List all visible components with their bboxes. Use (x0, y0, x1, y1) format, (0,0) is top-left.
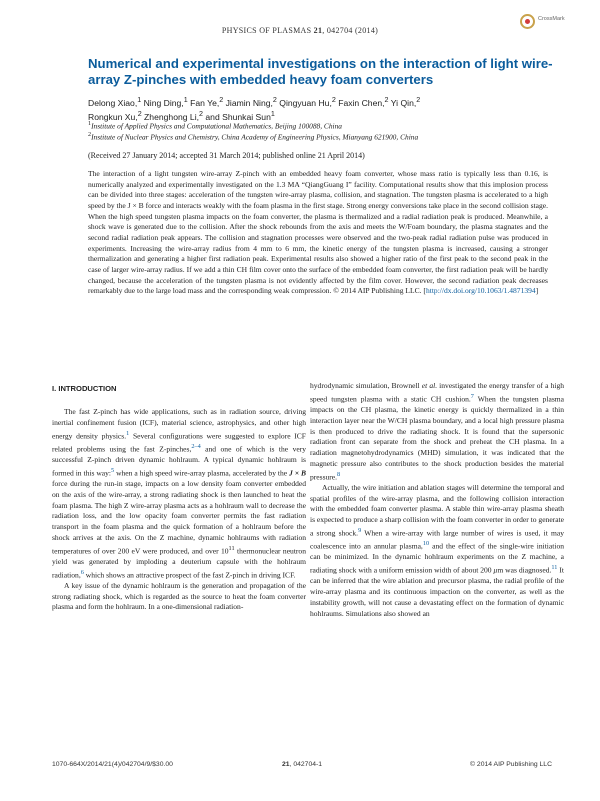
journal-running-header (0, 26, 600, 35)
author: Qingyuan Hu,$^2$ (276, 96, 336, 108)
received-dates: (Received 27 January 2014; accepted 31 March 2014; published online 21 April 2014) (88, 151, 365, 160)
citation-link[interactable]: 10 (422, 540, 430, 548)
citation-link[interactable]: 7 (470, 392, 474, 400)
crossmark-badge[interactable] (520, 13, 582, 33)
copyright-notice: © 2014 AIP Publishing LLC. [ (331, 286, 426, 296)
author: Ning Ding,$^1$ (141, 96, 188, 108)
jxb-term: J × B (289, 468, 306, 478)
paragraph: Actually, the wire initiation and ablation stages will determine the temporal and spatial profiles of the wire-array plasma, and the following collision interaction with the embedded foam converter plasma. A stable thin wire-array plasma sheath is expected to produce a sharp collision with the foam converter in order to generate a strong shock.$^9$ When a wire-array with large number of wires is used, it may coalescence into an annular plasma,$^{10}$ and the effect of the single-wire initiation can be minimized. In the dynamic hohlraum experiments on the Z machine, a radiating shock with a uniform emission width of about 200 μm was diagnosed.$^{11}$ It can be inferred that the wire ablation and precursor plasma, the radial profile of the wire-array plasma and its continuous impaction on the converter, as well as the instability growth, will not cause a devastating effect on the formation of dynamic hohlraums. Simulations also showed an (310, 482, 565, 618)
footer-page: 21, 042704-1 (282, 761, 323, 768)
paragraph: A key issue of the dynamic hohlraum is the generation and propagation of the strong radiating shock, which is regarded as the source to heat the foam converter plasma and form the hohlraum. In a one-dimensional radiation- (52, 580, 306, 612)
crossmark-icon (520, 14, 535, 29)
doi-close: ] (535, 286, 539, 296)
author: Faxin Chen,$^2$ (335, 96, 389, 108)
journal-volume: 21 (313, 26, 323, 35)
exponent: 11 (228, 544, 235, 552)
citation-link[interactable]: 8 (337, 470, 341, 478)
author: Yi Qin,$^2$ (388, 96, 421, 108)
abstract-text: The interaction of a light tungsten wire-array Z-pinch with an embedded heavy foam converter, whose mass ratio is typically less than 0.16, is numerically analyzed and experimentally investigated on the 1.3 MA “QiangGuang I” facility. Computational results show that this implosion process can be divided into three stages: acceleration of the tungsten wire-array plasma, collision, and stagnation. The tungsten plasma is accelerated to a high speed by the J × B force and interacts weakly with the foam plasma in the first stage. Strong energy conversions take place in the second collision stage. When the high speed tungsten plasma impacts on the foam converter, the plasma is thermalized and a radial radiation peak is produced. Meanwhile, a shock wave is generated due to the collision. After the shock rebounds from the axis and meets the W/Foam boundary, the plasma stagnates and the second radial radiation peak appears. The collision and stagnation processes were observed and the two-peak radial radiation pulse was produced in experiments. Increasing the wire-array radius from 4 mm to 6 mm, the kinetic energy of the tungsten plasma is increased, causing a stronger thermalization and generating a higher first radiation peak. Experimental results also showed a higher ratio of the first peak to the second peak in the case of larger wire-array radius. If we add a thin CH film cover onto the surface of the embedded foam converter, the first radiation peak will be hardly changed, because the acceleration of the tungsten plasma is not evidently affected by the film cover. However, the second radiation peak decreases remarkably due to the large load mass and the corresponding weak compression. (88, 169, 548, 296)
paragraph: hydrodynamic simulation, Brownell et al. investigated the energy transfer of a high speed tungsten plasma with a static CH cushion.$^7$ When the tungsten plasma impacts on the CH plasma, the kinetic energy is quickly thermalized in a thin interaction layer near the W/CH plasma boundary, and a local high pressure plasma is then produced to drive the radiating shock. It is found that the supersonic radiation front can separate from the shock and preheat the CH plasma. In a radiation magnetohydrodynamics (MHD) simulation, it was indicated that the magnetic pressure also contributes to the shock production besides the material pressure.$^8$ (310, 381, 565, 482)
footer-issn: 1070-664X/2014/21(4)/042704/9/$30.00 (52, 761, 173, 768)
affiliation-2: $^2$Institute of Nuclear Physics and Chemistry, China Academy of Engineering Physics, Mianyang 621900, China (88, 132, 419, 142)
author: Delong Xiao,$^1$ (88, 96, 142, 108)
citation-link[interactable]: 11 (551, 564, 558, 572)
left-column (52, 407, 306, 613)
right-column (310, 381, 564, 619)
author: Zhenghong Li,$^2$ (141, 110, 203, 123)
article-title: Numerical and experimental investigations on the interaction of light wire-array Z-pinches with embedded heavy foam converters (88, 56, 553, 87)
doi-link[interactable]: http://dx.doi.org/10.1063/1.4871394 (425, 286, 536, 296)
affiliation-1: $^1$Institute of Applied Physics and Computational Mathematics, Beijing 100088, China (88, 121, 342, 131)
citation-link[interactable]: 1 (126, 429, 130, 437)
author: Jiamin Ning,$^2$ (223, 96, 277, 108)
author: and Shunkai Sun$^1$ (203, 110, 275, 123)
journal-citation: , 042704 (2014) (322, 26, 379, 35)
author: Rongkun Xu,$^2$ (88, 110, 142, 123)
affiliations (88, 120, 568, 142)
citation-link[interactable]: 9 (358, 526, 362, 534)
section-heading: I. INTRODUCTION (52, 384, 117, 393)
abstract (88, 169, 548, 297)
footer-copyright: © 2014 AIP Publishing LLC (470, 761, 552, 768)
paragraph: The fast Z-pinch has wide applications, such as in radiation source, driving inertial confinement fusion (ICF), material science, astrophysics, and other high energy density physics.$^1$ Several configurations were suggested to explore ICF related problems using the fast Z-pinches,$^{2-4}$ and one of which is the very successful Z-pinch driven dynamic hohlraum. A typical dynamic hohlraum is formed in this way:$^5$ when a high speed wire-array plasma, accelerated by the J × B force during the run-in stage, impacts on a low density foam converter embedded on the axis of the wire-array, a strong radiating shock is then launched to heat the foam plasma. The high Z wire-array plasma acts as a hohlraum wall to decrease the radiation loss, and the low opacity foam converter permits the fast radiation transport in the foam plasma and the quick formation of a hohlraum before the shock arrives at the axis. On the Z machine, dynamic hohlraums with radiation temperatures of over 200 eV were produced, and over $10^{11}$ thermonuclear neutron yield was generated by imploding a deuterium capsule with the hohlraum radiation,$^6$ which shows an attractive prospect of the fast Z-pinch in driving ICF. (52, 407, 306, 580)
journal-name: PHYSICS OF PLASMAS (221, 26, 312, 35)
citation-link[interactable]: 6 (80, 568, 84, 576)
crossmark-label: CrossMark (538, 16, 565, 22)
page-footer (52, 761, 552, 773)
author: Fan Ye,$^2$ (187, 96, 224, 108)
citation-link[interactable]: 5 (111, 466, 115, 474)
citation-link[interactable]: 2–4 (191, 442, 201, 450)
